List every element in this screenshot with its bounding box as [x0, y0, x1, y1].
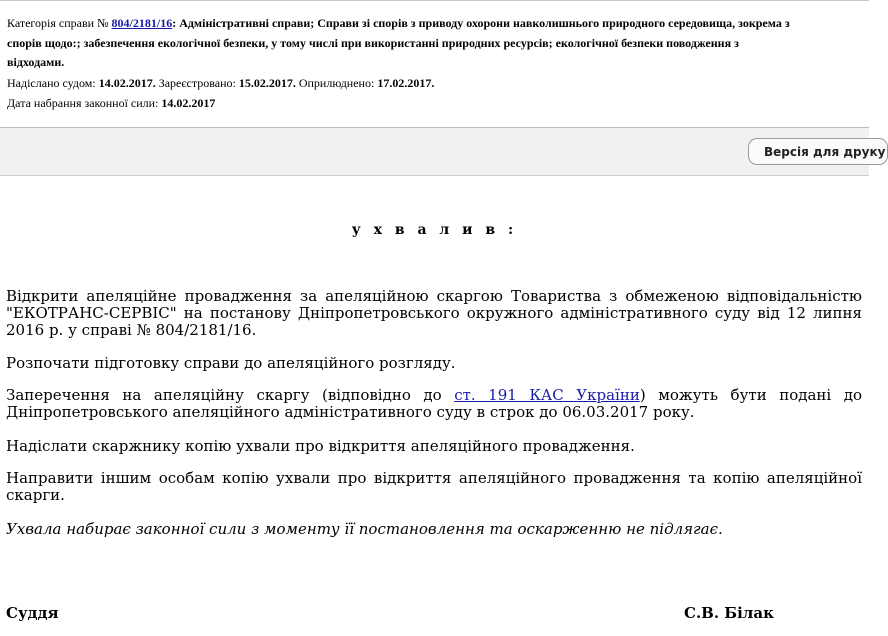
category-label: Категорія справи № [7, 16, 109, 30]
published-label: Оприлюднено: [298, 76, 375, 90]
case-number-link[interactable]: 804/2181/16 [111, 16, 173, 30]
registered-label: Зареєстровано: [158, 76, 236, 90]
case-category-line-3 [7, 55, 64, 70]
registered-date: 15.02.2017. [238, 76, 296, 90]
resolution-heading: у х в а л и в : [351, 222, 518, 238]
case-info-panel [0, 0, 869, 128]
effective-date-line [7, 96, 215, 111]
paragraph-send-to-others: Направити іншим особам копію ухвали про відкриття апеляційного провадження та копію апеляційної скарги. [6, 469, 862, 504]
paragraph-objections [6, 387, 862, 421]
objections-text-end: ) можуть бути подані до Дніпропетровського апеляційного адміністративного суду в строк до 06.03.2017 року. [6, 386, 863, 421]
case-category-line-1 [7, 16, 790, 31]
case-category-line-2 [7, 36, 739, 51]
kas-article-link[interactable]: ст. 191 КАС України [454, 386, 640, 404]
case-dates-line [7, 76, 434, 91]
paragraph-prepare-case: Розпочати підготовку справи до апеляційного розгляду. [6, 354, 456, 372]
category-text-end: відходами. [7, 55, 65, 69]
sent-label: Надіслано судом: [7, 76, 96, 90]
paragraph-send-to-appellant: Надіслати скаржнику копію ухвали про відкриття апеляційного провадження. [6, 437, 635, 455]
paragraph-effective-note: Ухвала набирає законної сили з моменту її постановлення та оскарженню не підлягає. [6, 520, 723, 538]
category-text: : Адміністративні справи; Справи зі спорів з приводу охорони навколишнього природного середовища, зокрема з [172, 16, 790, 30]
objections-text: Заперечення на апеляційну скаргу (відповідно до [6, 386, 455, 404]
sent-date: 14.02.2017. [98, 76, 156, 90]
category-text-continued: спорів щодо:; забезпечення екологічної безпеки, у тому числі при використанні природних ресурсів; екологічної безпеки поводження з [7, 36, 739, 50]
effective-date: 14.02.2017 [161, 96, 216, 110]
published-date: 17.02.2017. [377, 76, 435, 90]
paragraph-open-appeal: Відкрити апеляційне провадження за апеляційною скаргою Товариства з обмеженою відповідальністю "ЕКОТРАНС-СЕРВІС" на постанову Дніпропетровського окружного адміністративного суду від 12 липня 2016 р. у справі № 804/2181/16. [6, 287, 862, 339]
effective-label: Дата набрання законної сили: [7, 96, 159, 110]
print-version-button[interactable]: Версія для друку [748, 138, 888, 165]
toolbar [0, 127, 886, 176]
judge-name: С.В. Білак [684, 604, 774, 622]
judge-role: Суддя [6, 604, 59, 622]
